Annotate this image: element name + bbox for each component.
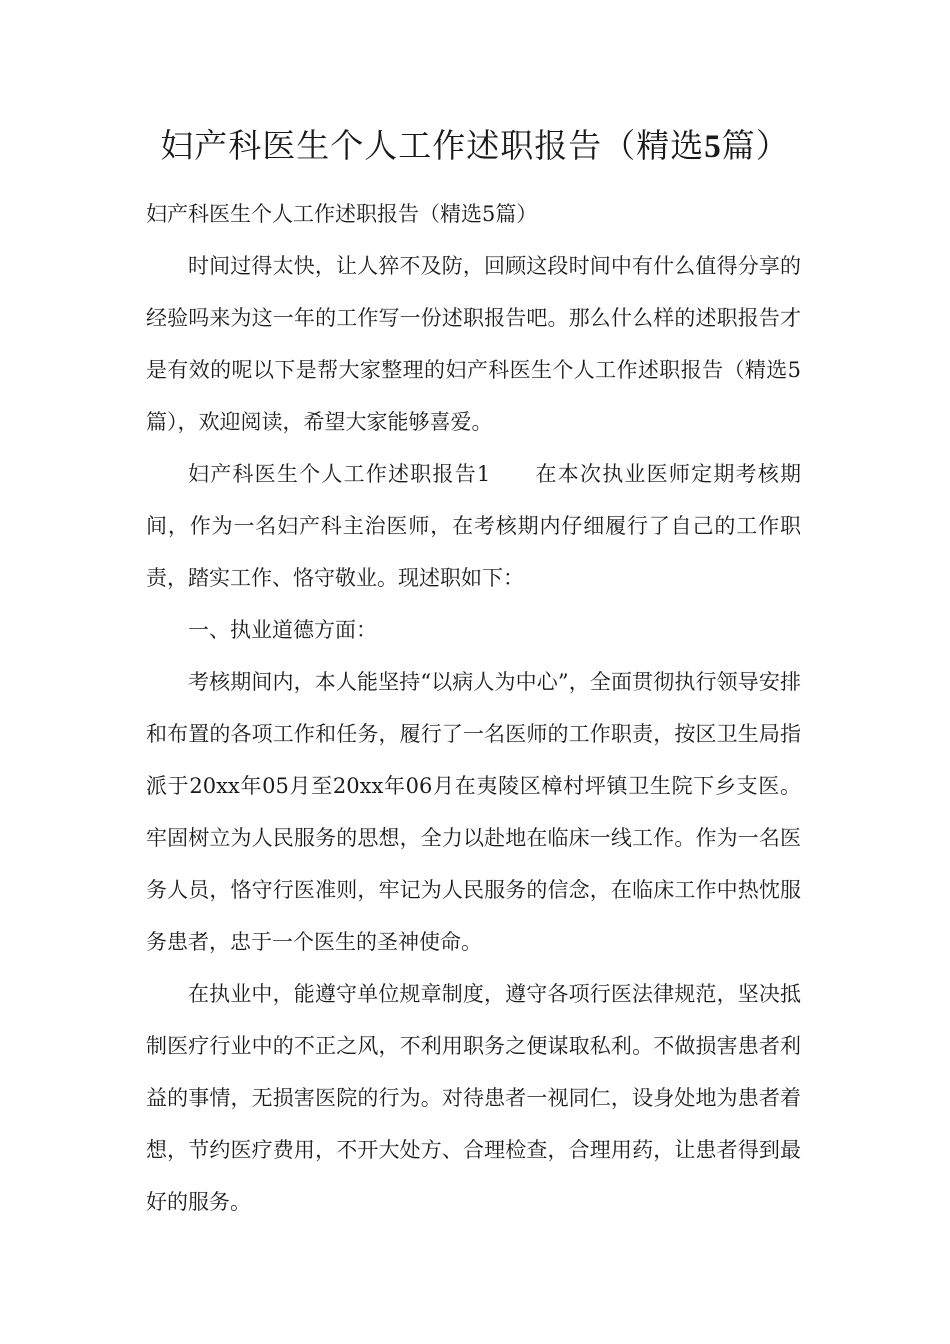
- report1-heading: 妇产科医生个人工作述职报告1: [188, 462, 491, 486]
- section1-paragraph-1: 考核期间内，本人能坚持“以病人为中心”，全面贯彻执行领导安排和布置的各项工作和任务，履行了一名医师的工作职责，按区卫生局指派于20xx年05月至20xx年06月在夷陵区樟村坪镇卫生院下乡支医。牢固树立为人民服务的思想，全力以赴地在临床一线工作。作为一名医务人员，恪守行医准则，牢记为人民服务的信念，在临床工作中热忱服务患者，忠于一个医生的圣神使命。: [146, 670, 801, 954]
- title-number: 5: [704, 129, 722, 165]
- document-title: [60, 118, 890, 175]
- document-subtitle: 妇产科医生个人工作述职报告（精选5篇）: [146, 202, 538, 226]
- report1-paragraph: [146, 448, 801, 604]
- section1-heading: 一、执业道德方面：: [188, 618, 377, 642]
- section1-paragraph-2: 在执业中，能遵守单位规章制度，遵守各项行医法律规范，坚决抵制医疗行业中的不正之风，不利用职务之便谋取私利。不做损害患者利益的事情，无损害医院的行为。对待患者一视同仁，设身处地为患者着想，节约医疗费用，不开大处方、合理检查，合理用药，让患者得到最好的服务。: [146, 982, 801, 1214]
- title-prefix: 妇产科医生个人工作述职报告（精选: [160, 126, 705, 165]
- title-suffix: 篇）: [721, 126, 790, 165]
- intro-paragraph: 时间过得太快，让人猝不及防，回顾这段时间中有什么值得分享的经验吗来为这一年的工作写一份述职报告吧。那么什么样的述职报告才是有效的呢以下是帮大家整理的妇产科医生个人工作述职报告（精选5篇），欢迎阅读，希望大家能够喜爱。: [146, 254, 801, 434]
- document-body: [146, 188, 801, 1228]
- report1-opening: 在本次执业医师定期考核期间，作为一名妇产科主治医师，在考核期内仔细履行了自己的工作职责，踏实工作、恪守敬业。现述职如下：: [146, 462, 801, 590]
